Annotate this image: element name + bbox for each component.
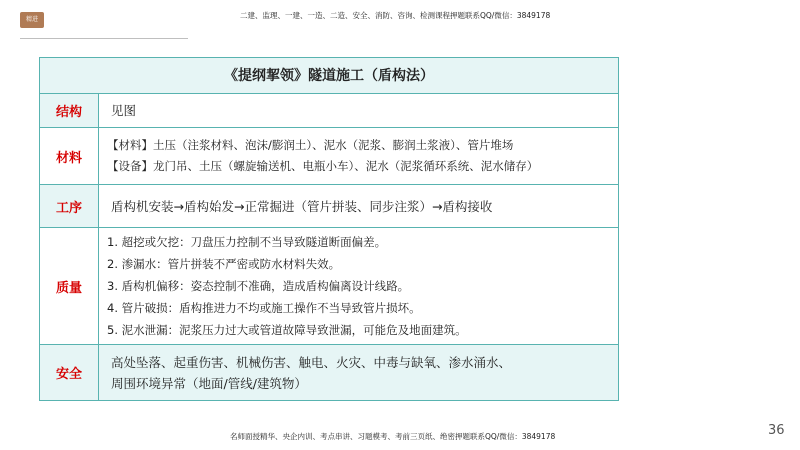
table-row-safety [40, 345, 618, 400]
content-line: 见图 [111, 103, 137, 118]
brand-logo: 精进 [20, 12, 44, 28]
footer-contact-text: 名师面授精华、央企内训、考点串讲、习题模考、考前三页纸、绝密押题联系QQ/微信：3849178 [230, 432, 556, 441]
summary-table [39, 57, 619, 401]
content-line: 5. 泥水泄漏：泥浆压力过大或管道故障导致泄漏，可能危及地面建筑。 [107, 323, 467, 337]
table-row-materials [40, 128, 618, 185]
content-line: 盾构机安装→盾构始发→正常掘进（管片拼装、同步注浆）→盾构接收 [111, 198, 493, 214]
row-content [99, 345, 618, 400]
row-label: 安全 [40, 345, 99, 400]
content-line: 周围环境异常（地面/管线/建筑物） [111, 375, 307, 391]
header-contact-text: 二建、监理、一建、一造、二造、安全、消防、咨询、检测课程押题联系QQ/微信：3849178 [240, 11, 551, 20]
row-content [99, 128, 618, 184]
content-line: 3. 盾构机偏移：姿态控制不准确，造成盾构偏离设计线路。 [107, 279, 410, 293]
page-number: 36 [768, 423, 785, 438]
content-line: 【材料】土压（注浆材料、泡沫/膨润土）、泥水（泥浆、膨润土浆液）、管片堆场 [107, 138, 514, 152]
row-content [99, 94, 618, 127]
table-row-process [40, 185, 618, 228]
header-divider [20, 38, 188, 39]
row-label: 工序 [40, 185, 99, 227]
row-label: 质量 [40, 228, 99, 344]
content-line: 1. 超挖或欠挖：刀盘压力控制不当导致隧道断面偏差。 [107, 235, 387, 249]
row-content [99, 228, 618, 344]
row-label: 结构 [40, 94, 99, 127]
row-content [99, 185, 618, 227]
content-line: 2. 渗漏水：管片拼装不严密或防水材料失效。 [107, 257, 341, 271]
row-label: 材料 [40, 128, 99, 184]
content-line: 4. 管片破损：盾构推进力不均或施工操作不当导致管片损坏。 [107, 301, 421, 315]
content-line: 【设备】龙门吊、土压（螺旋输送机、电瓶小车）、泥水（泥浆循环系统、泥水储存） [107, 159, 539, 173]
content-line: 高处坠落、起重伤害、机械伤害、触电、火灾、中毒与缺氧、渗水涌水、 [111, 354, 512, 370]
table-row-structure [40, 94, 618, 128]
table-title: 《提纲挈领》隧道施工（盾构法） [40, 58, 618, 94]
table-row-quality [40, 228, 618, 345]
